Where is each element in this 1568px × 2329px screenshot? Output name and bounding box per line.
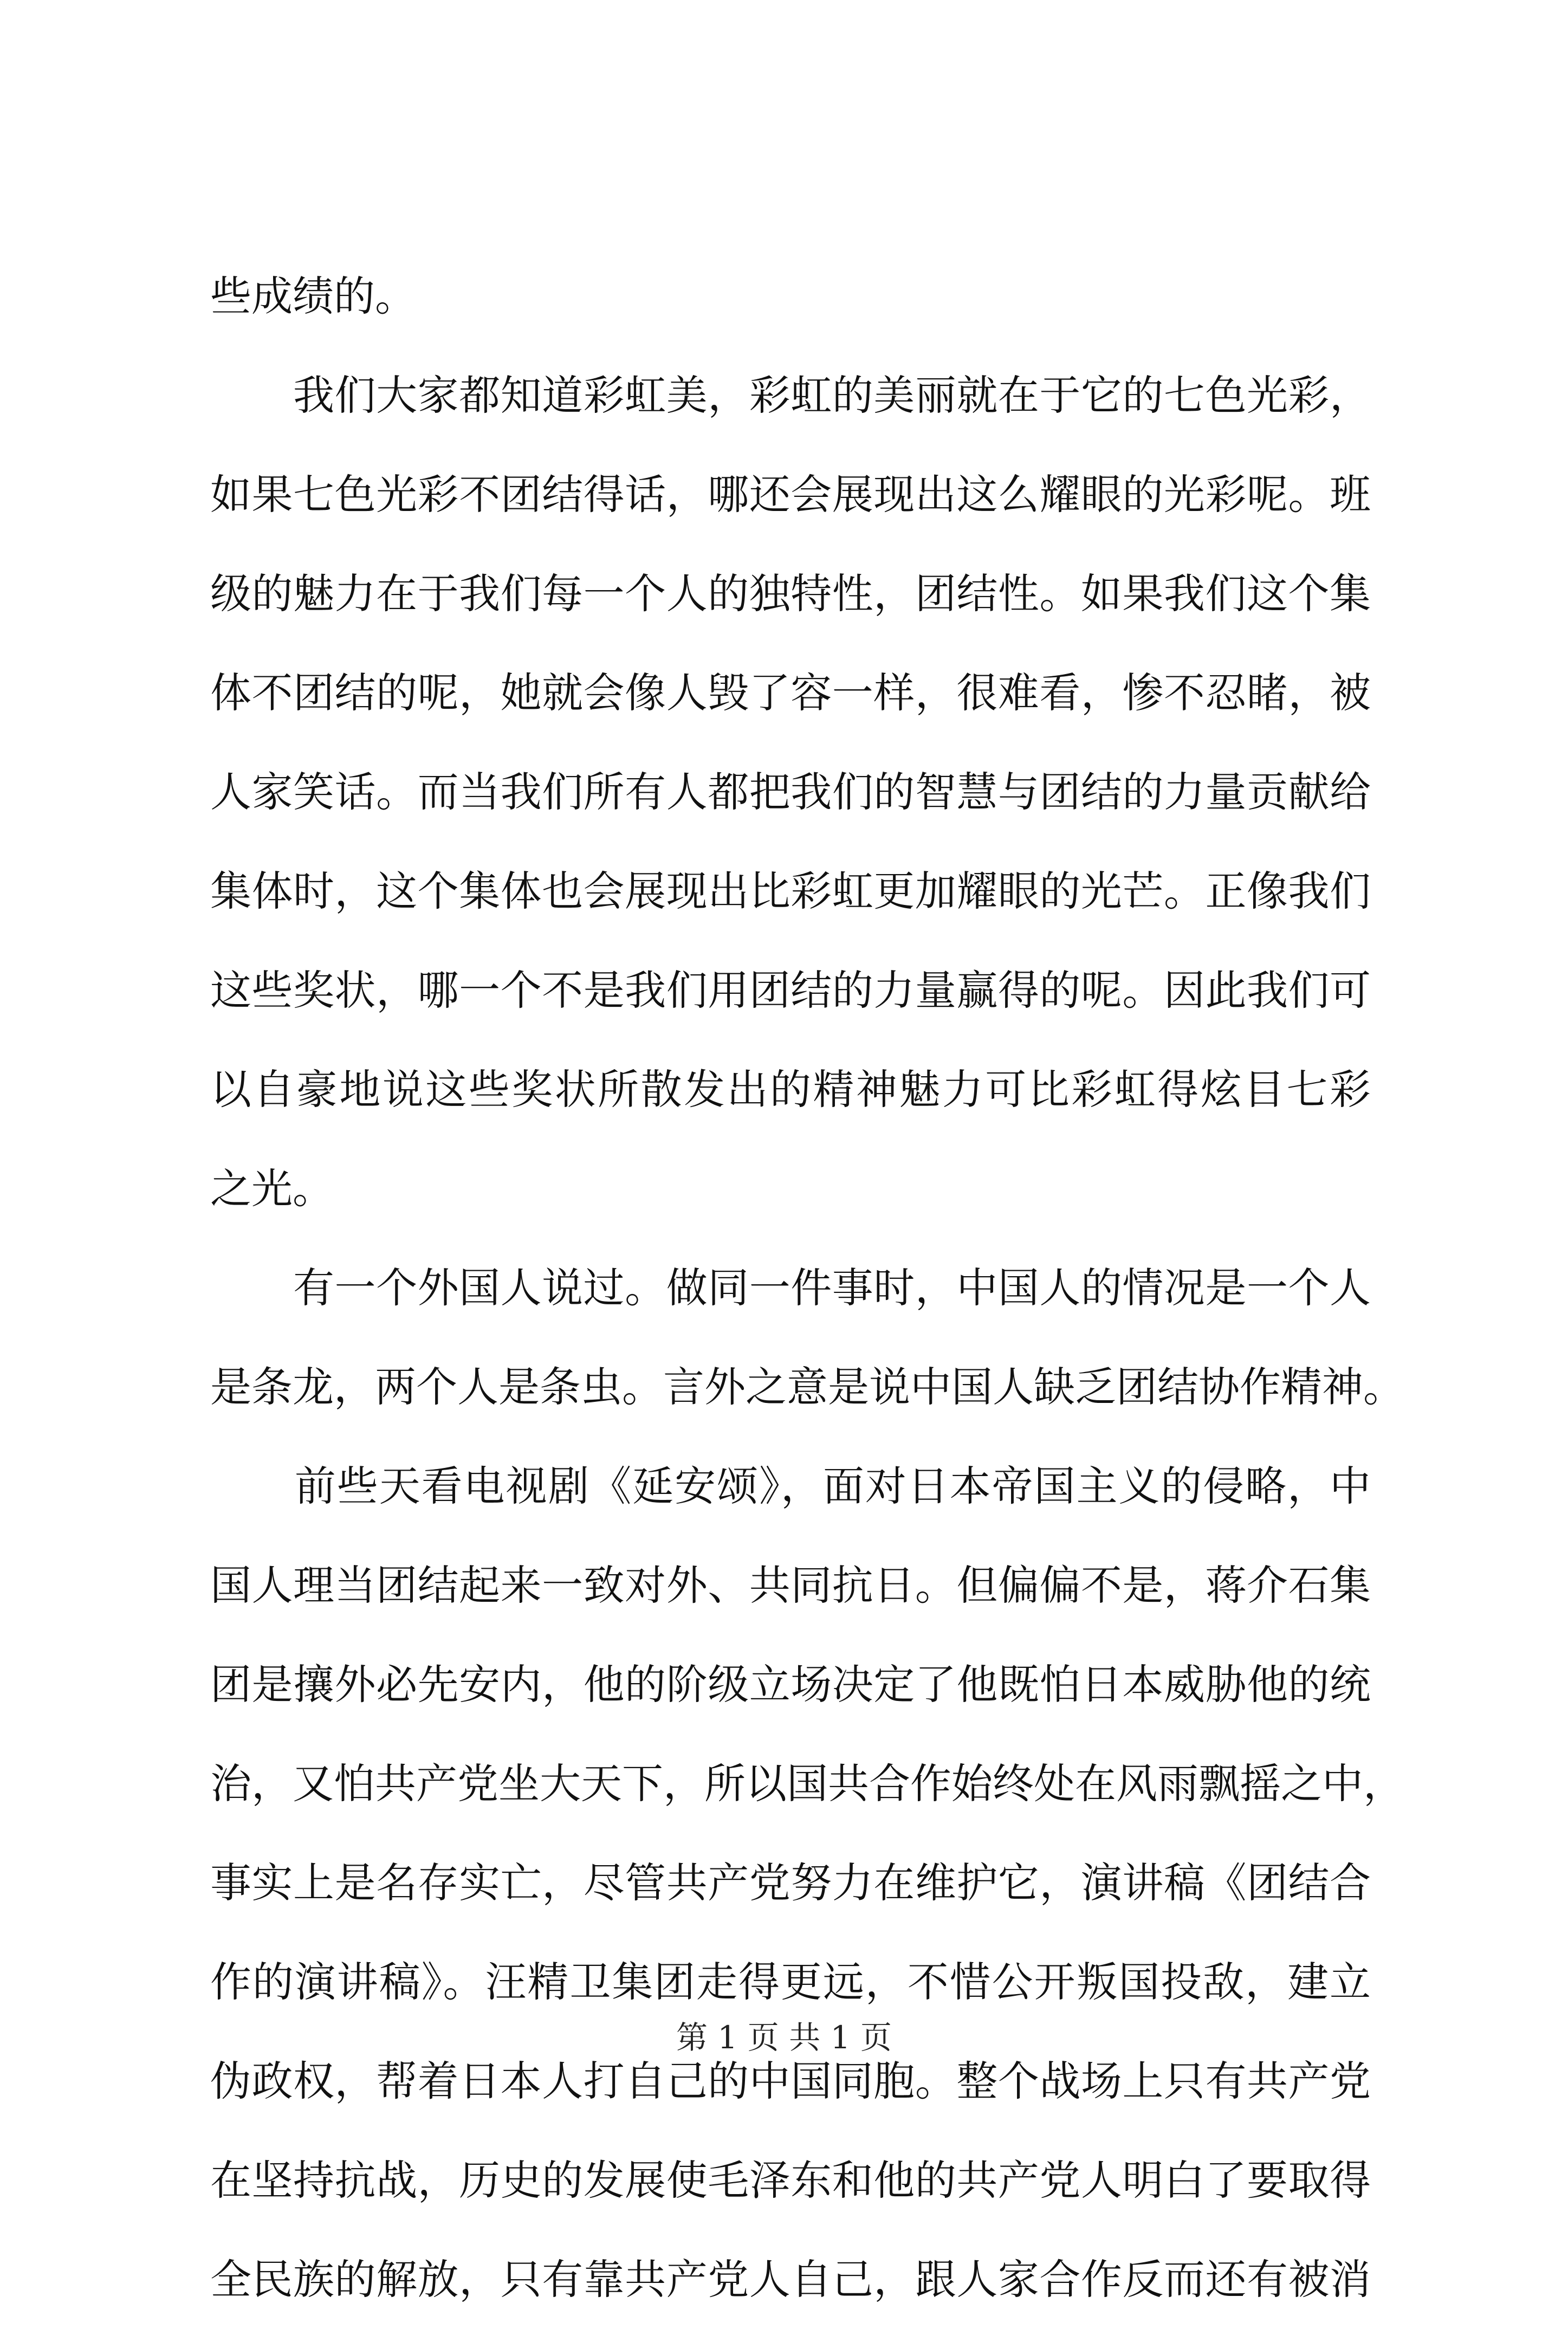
text-line: 这些奖状，哪一个不是我们用团结的力量赢得的呢。因此我们可 — [210, 966, 1371, 1014]
text-line: 我们大家都知道彩虹美，彩虹的美丽就在于它的七色光彩， — [210, 371, 1371, 419]
text-line: 之光。 — [210, 1164, 334, 1213]
text-line: 集体时，这个集体也会展现出比彩虹更加耀眼的光芒。正像我们 — [210, 867, 1371, 915]
text-line: 有一个外国人说过。做同一件事时，中国人的情况是一个人 — [210, 1264, 1371, 1312]
text-line: 在坚持抗战，历史的发展使毛泽东和他的共产党人明白了要取得 — [210, 2156, 1371, 2204]
text-line: 如果七色光彩不团结得话，哪还会展现出这么耀眼的光彩呢。班 — [210, 470, 1371, 519]
text-line: 团是攘外必先安内，他的阶级立场决定了他既怕日本威胁他的统 — [210, 1660, 1371, 1709]
text-line: 前些天看电视剧《延安颂》，面对日本帝国主义的侵略，中 — [210, 1462, 1371, 1510]
text-line: 作的演讲稿》。汪精卫集团走得更远，不惜公开叛国投敌，建立 — [210, 1958, 1371, 2006]
text-line: 全民族的解放，只有靠共产党人自己，跟人家合作反而还有被消 — [210, 2255, 1371, 2304]
text-line: 级的魅力在于我们每一个人的独特性，团结性。如果我们这个集 — [210, 570, 1371, 618]
text-line: 国人理当团结起来一致对外、共同抗日。但偏偏不是，蒋介石集 — [210, 1561, 1371, 1609]
text-line: 伪政权，帮着日本人打自己的中国同胞。整个战场上只有共产党 — [210, 2057, 1371, 2105]
page-footer: 第 1 页 共 1 页 — [676, 2019, 892, 2056]
text-line: 以自豪地说这些奖状所散发出的精神魅力可比彩虹得炫目七彩 — [210, 1065, 1371, 1114]
text-line: 些成绩的。 — [210, 272, 416, 320]
text-line: 体不团结的呢，她就会像人毁了容一样，很难看，惨不忍睹，被 — [210, 669, 1371, 717]
text-line: 人家笑话。而当我们所有人都把我们的智慧与团结的力量贡献给 — [210, 768, 1371, 816]
text-line: 是条龙，两个人是条虫。言外之意是说中国人缺乏团结协作精神。 — [210, 1363, 1404, 1411]
text-line: 事实上是名存实亡，尽管共产党努力在维护它，演讲稿《团结合 — [210, 1859, 1371, 1907]
text-line: 治，又怕共产党坐大天下，所以国共合作始终处在风雨飘摇之中， — [210, 1759, 1404, 1808]
